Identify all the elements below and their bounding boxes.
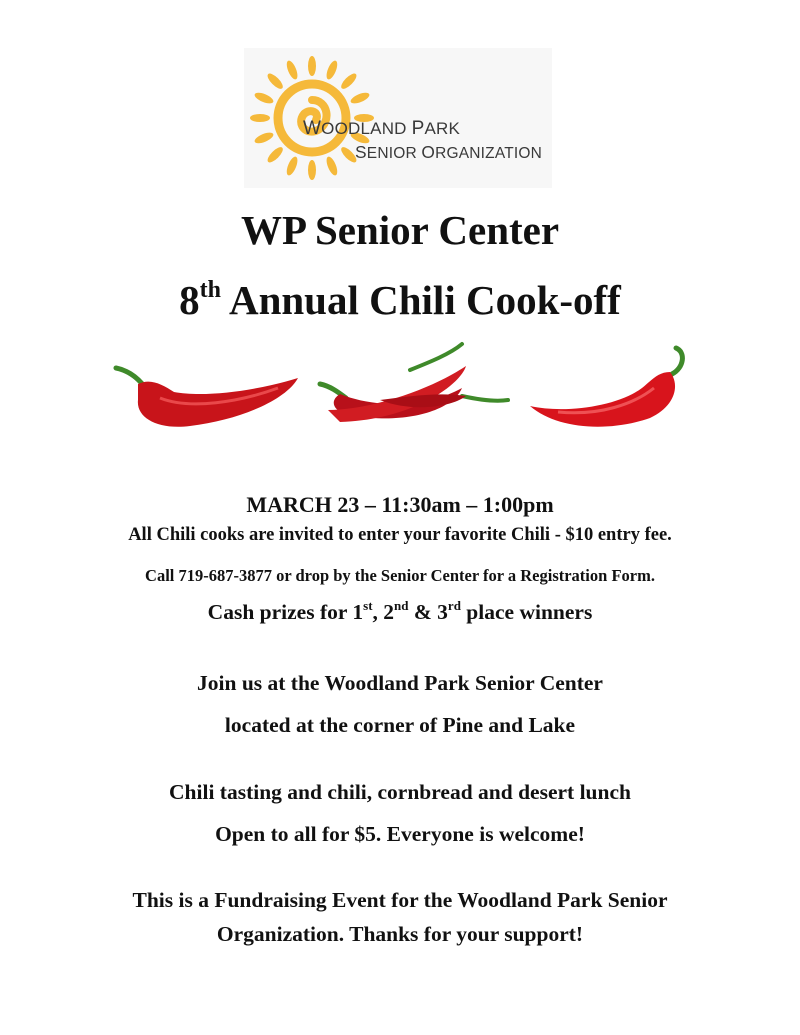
chili-pepper-1	[116, 368, 298, 427]
sun-ray	[253, 130, 275, 145]
fundraising-text-line2: Organization. Thanks for your support!	[216, 922, 584, 946]
chili-peppers-image	[110, 340, 700, 440]
event-date-time: MARCH 23 – 11:30am – 1:00pm	[246, 492, 554, 517]
logo-text-line2: SENIOR ORGANIZATION	[355, 142, 543, 162]
sun-ray	[339, 71, 359, 91]
fundraising-text-line1: This is a Fundraising Event for the Woodland Park Senior	[132, 888, 668, 912]
event-title: 8th Annual Chili Cook-off	[179, 277, 621, 323]
sun-ray	[285, 59, 300, 81]
logo-text-line1: WOODLAND PARK	[303, 118, 461, 139]
sun-icon	[248, 50, 376, 184]
prizes-text: Cash prizes for 1st, 2nd & 3rd place winners	[207, 598, 593, 624]
join-text: Join us at the Woodland Park Senior Center	[197, 671, 603, 695]
sun-ray	[253, 91, 275, 106]
sun-ray	[308, 56, 316, 76]
organization-logo	[244, 48, 552, 188]
registration-info: Call 719-687-3877 or drop by the Senior Center for a Registration Form.	[145, 566, 655, 585]
sun-ray	[265, 145, 285, 165]
chili-pepper-2	[320, 344, 508, 422]
chili-pepper-3	[530, 348, 682, 427]
sun-ray	[349, 91, 371, 106]
tasting-text: Chili tasting and chili, cornbread and desert lunch	[169, 780, 631, 804]
sun-ray	[250, 114, 270, 122]
sun-ray	[324, 155, 339, 177]
open-text: Open to all for $5. Everyone is welcome!	[215, 822, 585, 846]
sun-ray	[265, 71, 285, 91]
sun-ray	[324, 59, 339, 81]
sun-ray	[285, 155, 300, 177]
entry-invitation: All Chili cooks are invited to enter your favorite Chili - $10 entry fee.	[128, 525, 672, 545]
location-text: located at the corner of Pine and Lake	[224, 713, 576, 737]
page-title: WP Senior Center	[240, 207, 560, 253]
sun-ray	[308, 160, 316, 180]
